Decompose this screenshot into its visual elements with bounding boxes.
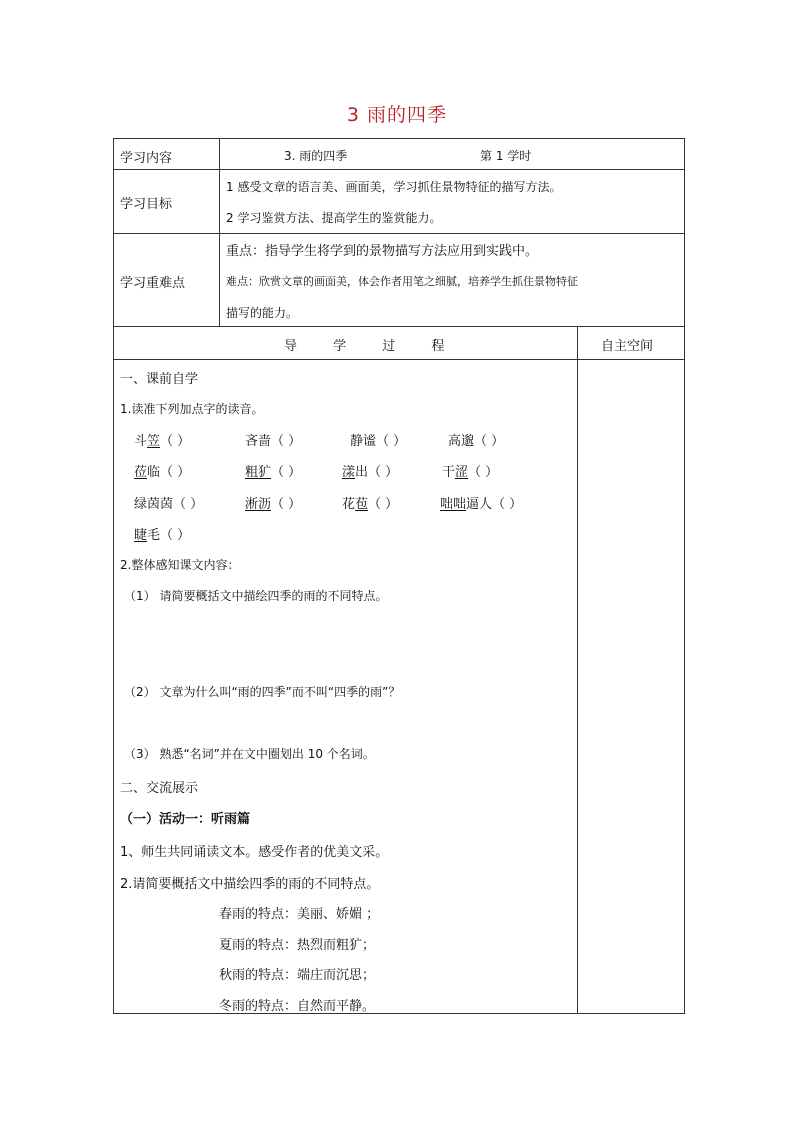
key-label: 学习重难点 — [120, 276, 186, 291]
difficult-point-cont: 描写的能力。 — [226, 306, 299, 320]
question-2: 2.整体感知课文内容： — [120, 558, 240, 572]
question-2-3: （3） 熟悉“名词”并在文中圈划出 10 个名词。 — [124, 747, 375, 761]
section1-heading: 一、课前自学 — [120, 372, 199, 387]
page-title: 3 雨的四季 — [346, 104, 448, 126]
space-header: 自主空间 — [601, 339, 654, 354]
feature-winter: 冬雨的特点：自然而平静。 — [219, 999, 376, 1014]
key-point: 重点：指导学生将学到的景物描写方法应用到实践中。 — [226, 244, 539, 259]
feature-spring: 春雨的特点：美丽、娇媚 ； — [219, 907, 380, 922]
feature-autumn: 秋雨的特点：端庄而沉思； — [219, 968, 376, 983]
difficult-point: 难点：欣赏文章的画面美，体会作者用笔之细腻，培养学生抓住景物特征 — [226, 275, 578, 288]
pinyin-item: 干涩（ ） — [442, 465, 499, 480]
lesson-period: 第 1 学时 — [480, 149, 532, 163]
question-1: 1.读准下列加点字的读音。 — [120, 402, 264, 416]
pinyin-item: 粗犷（ ） — [245, 465, 302, 480]
pinyin-item: 花苞（ ） — [342, 497, 399, 512]
pinyin-item: 高邈（ ） — [448, 434, 505, 449]
pinyin-item: 绿茵茵（ ） — [134, 497, 204, 512]
activity-title: （一）活动一：听雨篇 — [120, 812, 251, 827]
pinyin-item: 漾出（ ） — [342, 465, 399, 480]
goals-label: 学习目标 — [120, 197, 173, 212]
pinyin-item: 斗笠（ ） — [134, 434, 191, 449]
question-2-1: （1） 请简要概括文中描绘四季的雨的不同特点。 — [124, 589, 388, 603]
pinyin-item: 吝啬（ ） — [245, 434, 302, 449]
content-label: 学习内容 — [120, 151, 173, 166]
section2-heading: 二、交流展示 — [120, 781, 199, 796]
goal-1: 1 感受文章的语言美、画面美，学习抓住景物特征的描写方法。 — [226, 180, 562, 194]
lesson-name: 3. 雨的四季 — [284, 149, 348, 163]
pinyin-item: 淅沥（ ） — [245, 497, 302, 512]
feature-summer: 夏雨的特点：热烈而粗犷； — [219, 938, 376, 953]
goal-2: 2 学习鉴赏方法、提高学生的鉴赏能力。 — [226, 211, 442, 225]
item-2: 2.请简要概括文中描绘四季的雨的不同特点。 — [120, 877, 380, 892]
item-1: 1、师生共同诵读文本。感受作者的优美文采。 — [120, 845, 389, 860]
pinyin-item: 睫毛（ ） — [134, 528, 191, 543]
pinyin-item: 莅临（ ） — [134, 465, 191, 480]
question-2-2: （2） 文章为什么叫“雨的四季”而不叫“四季的雨”？ — [124, 685, 401, 699]
pinyin-item: 静谧（ ） — [350, 434, 407, 449]
process-header: 导 学 过 程 — [284, 339, 461, 354]
pinyin-item: 咄咄逼人（ ） — [440, 497, 523, 512]
